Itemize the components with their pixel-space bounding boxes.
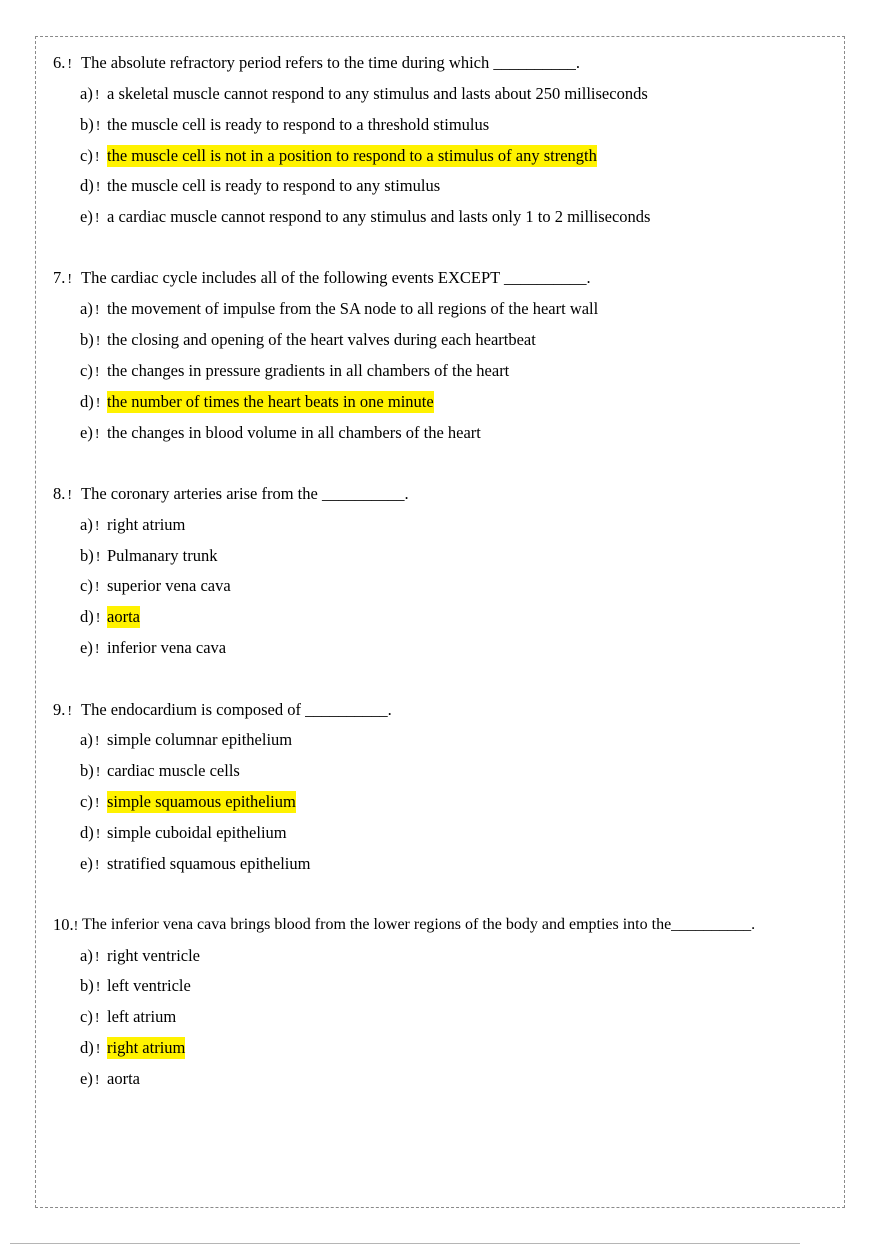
option-label: c) ! — [80, 576, 100, 595]
question-text: The cardiac cycle includes all of the following events EXCEPT __________. — [81, 268, 591, 287]
answer-highlight: the number of times the heart beats in one minute — [107, 392, 434, 411]
option-text: stratified squamous epithelium — [107, 854, 311, 873]
option-label: b) ! — [80, 330, 101, 349]
option-label: c) ! — [80, 361, 100, 380]
question-number: 6. ! — [53, 53, 73, 72]
option-text: Pulmanary trunk — [107, 546, 218, 565]
option-label: a) ! — [80, 730, 100, 749]
option-label: c) ! — [80, 146, 100, 165]
option-text: left atrium — [107, 1007, 177, 1026]
footer-rule — [10, 1243, 800, 1244]
option-label: a) ! — [80, 946, 100, 965]
option-text: a cardiac muscle cannot respond to any stimulus and lasts only 1 to 2 milliseconds — [107, 207, 651, 226]
option-label: d) ! — [80, 1038, 101, 1057]
question-number: 9. ! — [53, 700, 73, 719]
option-text: simple cuboidal epithelium — [107, 823, 287, 842]
question-number: 10.! — [53, 915, 79, 934]
option-text: the movement of impulse from the SA node to all regions of the heart wall — [107, 299, 599, 318]
option-label: a) ! — [80, 515, 100, 534]
option-text: the changes in blood volume in all chambers of the heart — [107, 423, 481, 442]
option-label: b) ! — [80, 761, 101, 780]
answer-highlight: the muscle cell is not in a position to respond to a stimulus of any strength — [107, 146, 597, 165]
answer-highlight: aorta — [107, 607, 140, 626]
option-text: a skeletal muscle cannot respond to any stimulus and lasts about 250 milliseconds — [107, 84, 648, 103]
answer-highlight: simple squamous epithelium — [107, 792, 296, 811]
option-text: the changes in pressure gradients in all chambers of the heart — [107, 361, 510, 380]
option-label: c) ! — [80, 792, 100, 811]
question-text: The endocardium is composed of __________. — [81, 700, 392, 719]
option-label: a) ! — [80, 84, 100, 103]
option-label: b) ! — [80, 546, 101, 565]
option-text: the closing and opening of the heart valves during each heartbeat — [107, 330, 536, 349]
option-label: b) ! — [80, 976, 101, 995]
option-text: superior vena cava — [107, 576, 231, 595]
option-label: e) ! — [80, 638, 100, 657]
question-number: 8. ! — [53, 484, 73, 503]
option-label: b) ! — [80, 115, 101, 134]
option-label: d) ! — [80, 823, 101, 842]
option-label: e) ! — [80, 1069, 100, 1088]
option-text: right atrium — [107, 515, 186, 534]
question-text: The absolute refractory period refers to the time during which __________. — [81, 53, 580, 72]
option-text: left ventricle — [107, 976, 191, 995]
option-text: inferior vena cava — [107, 638, 227, 657]
option-label: a) ! — [80, 299, 100, 318]
option-text: simple columnar epithelium — [107, 730, 293, 749]
option-label: d) ! — [80, 176, 101, 195]
option-label: e) ! — [80, 854, 100, 873]
option-text: the muscle cell is ready to respond to a threshold stimulus — [107, 115, 490, 134]
option-label: d) ! — [80, 392, 101, 411]
option-text: right ventricle — [107, 946, 201, 965]
question-number: 7. ! — [53, 268, 73, 287]
answer-highlight: right atrium — [107, 1038, 186, 1057]
option-label: e) ! — [80, 207, 100, 226]
option-label: e) ! — [80, 423, 100, 442]
option-text: cardiac muscle cells — [107, 761, 240, 780]
question-text: The inferior vena cava brings blood from the lower regions of the body and empties into the__________. — [82, 916, 756, 933]
question-text: The coronary arteries arise from the __________. — [81, 484, 409, 503]
option-label: c) ! — [80, 1007, 100, 1026]
option-label: d) ! — [80, 607, 101, 626]
option-text: aorta — [107, 1069, 140, 1088]
option-text: the muscle cell is ready to respond to any stimulus — [107, 176, 441, 195]
